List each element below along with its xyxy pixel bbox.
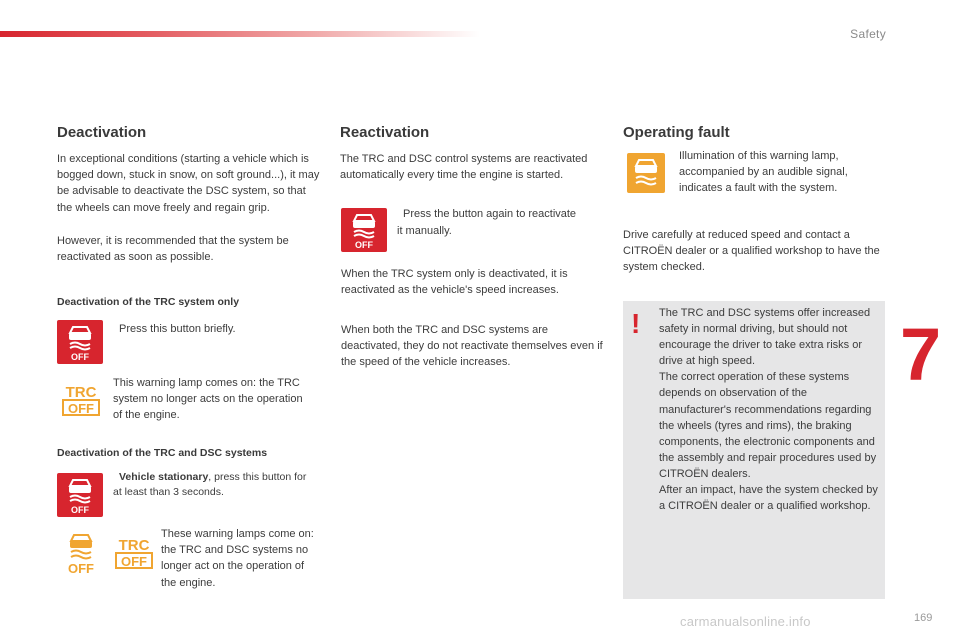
reactivation-heading: Reactivation (340, 124, 430, 141)
deactivation-column (57, 124, 321, 265)
trc-only-step (113, 321, 313, 338)
header-accent-bar (0, 31, 480, 37)
deactivation-intro: In exceptional conditions (starting a vehicle which is bogged down, stuck in snow, on soft ground...), it may be advisable to deactivate the DSC system, so that the wheels can move freely and regain grip. (57, 153, 320, 214)
trc-dsc-heading: Deactivation of the TRC and DSC systems (57, 447, 268, 459)
trc-label: TRC (65, 384, 97, 401)
exclamation-icon: ! (631, 308, 641, 339)
chapter-number: 7 (900, 313, 942, 396)
trc-off-lamp-icon (61, 383, 101, 422)
warning-para-2: The correct operation of these systems depends on observation of the manufacturer's recommendations regarding the wheels (tyres and rims), the braking components, the electronic components and the assembly and repair procedures used by CITROËN dealers. (659, 371, 877, 480)
trc-dsc-step-text: , press this button for at least than 3 seconds. (113, 471, 307, 498)
reactivation-para-trc: When the TRC system only is deactivated, it is reactivated as the vehicle's speed increases. (341, 268, 568, 297)
vehicle-stationary-label: Vehicle stationary (119, 471, 209, 483)
reactivation-column (340, 124, 602, 183)
operating-fault-column (623, 124, 885, 151)
reactivation-intro: The TRC and DSC control systems are reactivated automatically every time the engine is started. (340, 153, 588, 182)
trc-off-lamp-icon (114, 536, 154, 575)
off-label: OFF (68, 401, 94, 416)
reactivation-step (397, 206, 577, 239)
trc-dsc-lamp-text: These warning lamps come on: the TRC and DSC systems no longer act on the operation of the engine. (161, 528, 314, 589)
fault-advice: Drive carefully at reduced speed and contact a CITROËN dealer or a qualified workshop to have the system checked. (623, 229, 880, 274)
esp-off-lamp-icon (64, 533, 98, 580)
safety-warning-text (659, 305, 879, 514)
trc-only-heading: Deactivation of the TRC system only (57, 296, 240, 308)
trc-only-step-text: Press this button briefly. (119, 323, 236, 335)
page-number: 169 (914, 612, 933, 624)
warning-para-1: The TRC and DSC systems offer increased safety in normal driving, but should not encourage the driver to take extra risks or drive at high speed. (659, 307, 871, 368)
trc-dsc-step (113, 470, 313, 500)
deactivation-recommend: However, it is recommended that the system be reactivated as soon as possible. (57, 234, 289, 264)
esp-off-button-icon (57, 473, 103, 517)
fault-lamp-text: Illumination of this warning lamp, accompanied by an audible signal, indicates a fault with the system. (679, 150, 848, 195)
esp-off-button-icon (341, 208, 387, 252)
watermark: carmanualsonline.info (680, 614, 811, 629)
off-label: OFF (71, 352, 89, 362)
warning-para-3: After an impact, have the system checked by a CITROËN dealer or a qualified workshop. (659, 484, 878, 513)
trc-label: TRC (118, 537, 150, 554)
trc-only-lamp-text: This warning lamp comes on: the TRC system no longer acts on the operation of the engine. (113, 377, 303, 422)
esp-off-button-icon (57, 320, 103, 364)
esp-fault-lamp-icon (627, 153, 665, 193)
operating-fault-heading: Operating fault (623, 124, 730, 141)
section-title: Safety (850, 27, 886, 41)
off-label: OFF (71, 505, 89, 515)
off-label: OFF (68, 561, 94, 575)
deactivation-heading: Deactivation (57, 124, 147, 141)
reactivation-step-text: Press the button again to reactivate it manually. (397, 208, 577, 238)
reactivation-para-both: When both the TRC and DSC systems are deactivated, they do not reactivate themselves even if the speed of the vehicle increases. (341, 324, 603, 369)
off-label: OFF (121, 554, 147, 569)
off-label: OFF (355, 240, 373, 250)
